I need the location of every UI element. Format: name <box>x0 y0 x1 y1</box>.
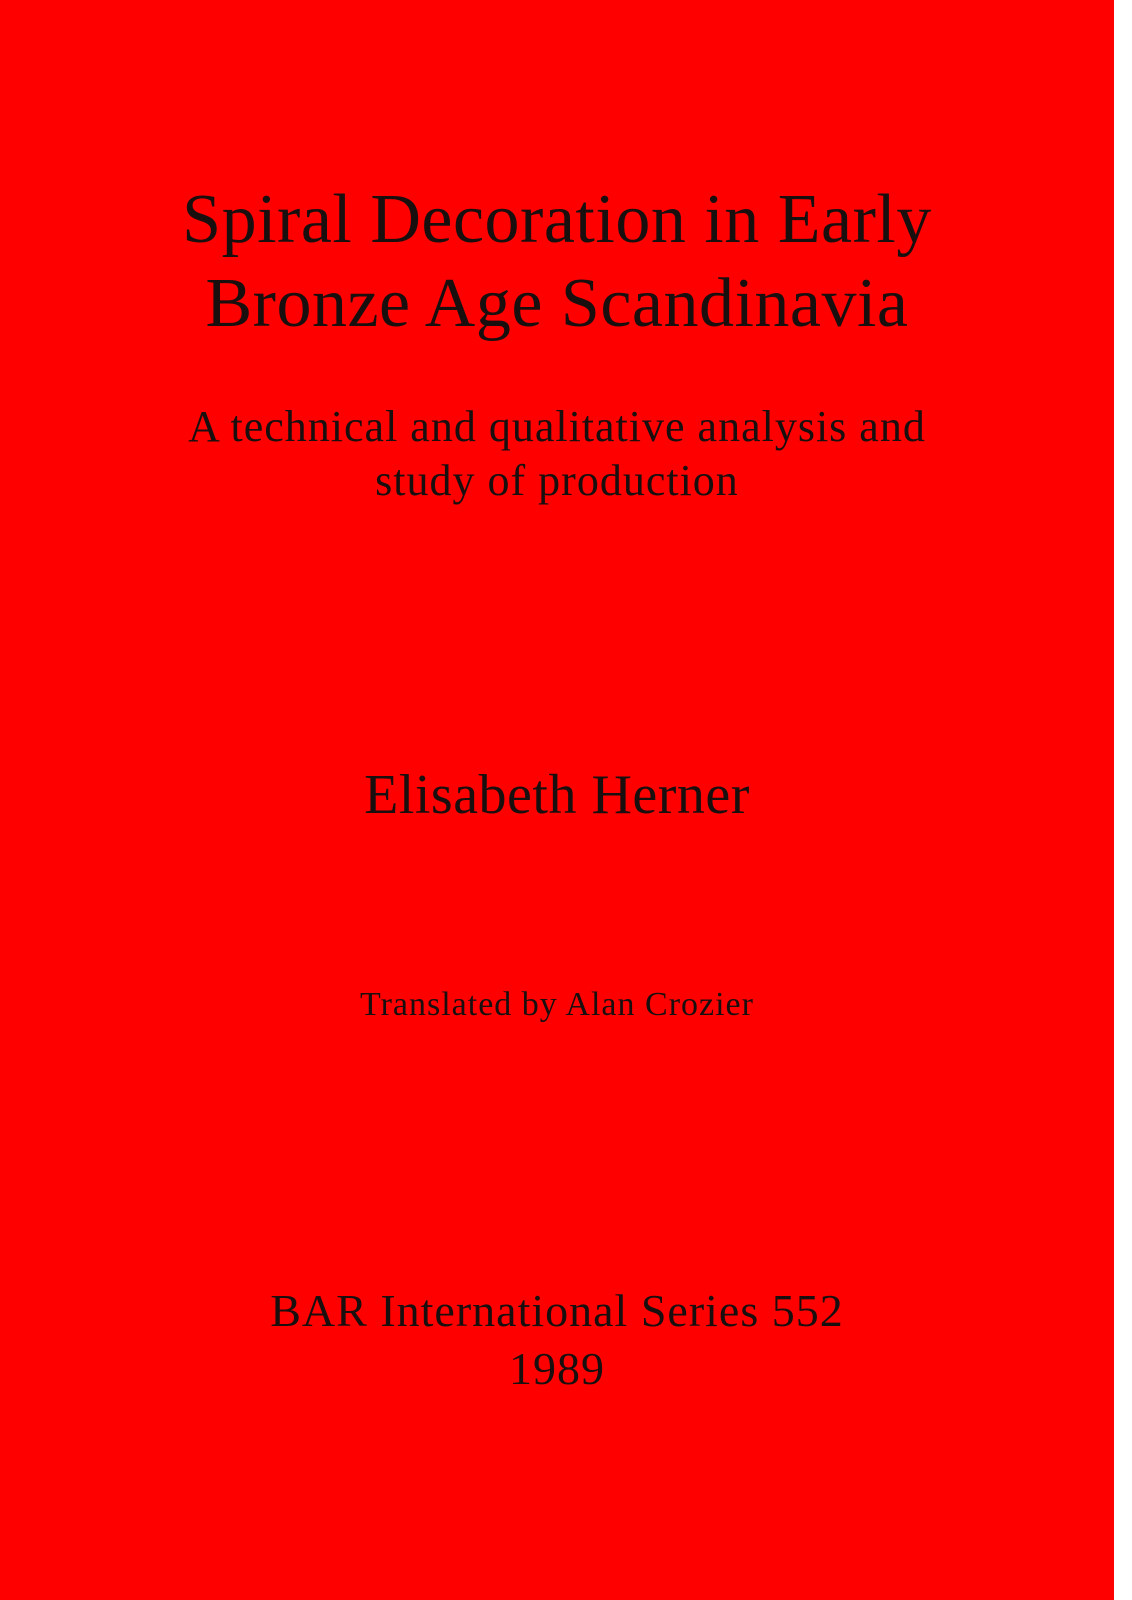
book-title-line-2: Bronze Age Scandinavia <box>205 265 909 342</box>
cover-right-edge <box>1114 0 1132 1600</box>
book-title <box>0 178 1114 346</box>
translator-credit: Translated by Alan Crozier <box>360 986 754 1023</box>
publication-year: 1989 <box>509 1343 605 1394</box>
book-subtitle <box>0 400 1114 508</box>
series-name: BAR International Series 552 <box>270 1285 844 1336</box>
book-subtitle-line-2: study of production <box>375 456 739 505</box>
series-info <box>0 1282 1114 1398</box>
book-title-line-1: Spiral Decoration in Early <box>182 181 932 258</box>
book-subtitle-line-1: A technical and qualitative analysis and <box>188 402 926 451</box>
author-name: Elisabeth Herner <box>364 764 750 826</box>
